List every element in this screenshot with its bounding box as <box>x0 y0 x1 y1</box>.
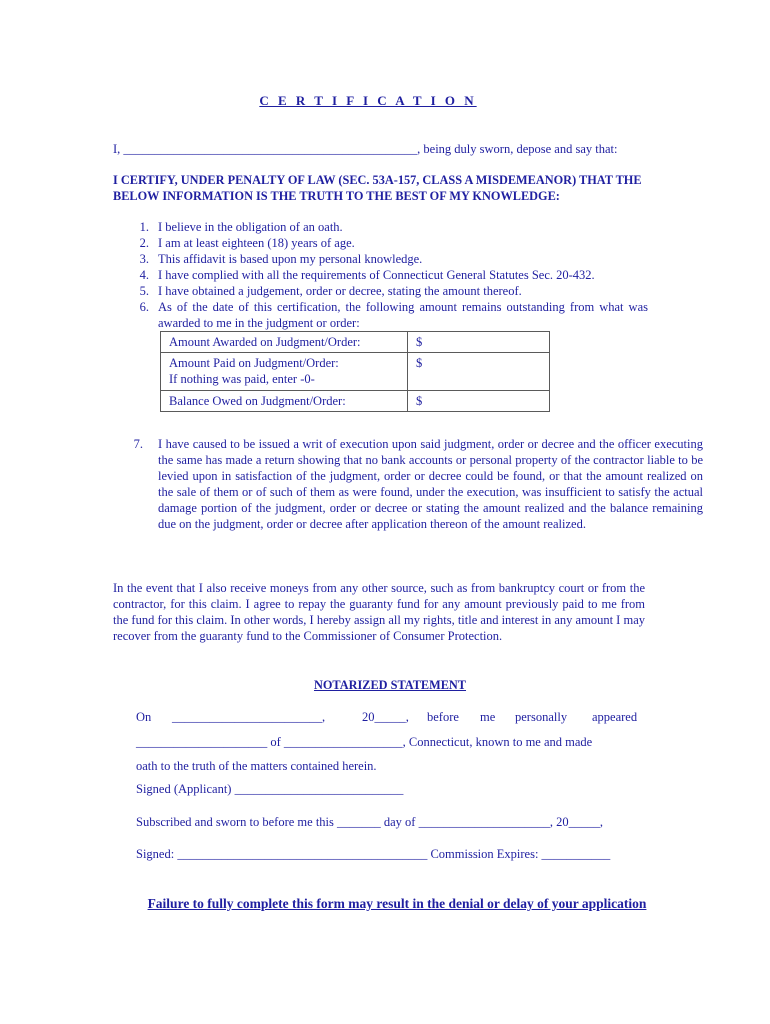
notary-before-word: before <box>427 710 459 724</box>
amount-paid-label <box>161 353 408 391</box>
list-item-number: 7. <box>133 437 143 451</box>
notary-on-label: On <box>136 710 152 724</box>
notarized-heading: NOTARIZED STATEMENT <box>313 678 467 692</box>
list-item-number: 3. <box>139 252 149 266</box>
notary-oath-line: oath to the truth of the matters contained herein. <box>136 759 377 773</box>
amount-table <box>160 331 550 412</box>
list-item-number: 6. <box>139 300 149 314</box>
completion-warning: Failure to fully complete this form may result in the denial or delay of your application <box>147 896 647 911</box>
balance-owed-label: Balance Owed on Judgment/Order: <box>161 391 408 412</box>
list-item-text: I believe in the obligation of an oath. <box>158 220 343 234</box>
list-item-text: I have complied with all the requirements of Connecticut General Statutes Sec. 20-432. <box>158 268 595 282</box>
certification-title: C E R T I F I C A T I O N <box>259 93 477 108</box>
amount-awarded-label: Amount Awarded on Judgment/Order: <box>161 332 408 353</box>
certify-statement: I CERTIFY, UNDER PENALTY OF LAW (SEC. 53A-157, CLASS A MISDEMEANOR) THAT THE BELOW INFORMATION IS THE TRUTH TO THE BEST OF MY KNOWLEDGE: <box>113 173 642 203</box>
table-row <box>161 391 550 412</box>
table-row <box>161 332 550 353</box>
notary-personally-word: personally <box>515 710 568 724</box>
table-row <box>161 353 550 391</box>
amount-awarded-field[interactable]: $ <box>408 332 550 353</box>
list-item-text: I have obtained a judgement, order or decree, stating the amount thereof. <box>158 284 522 298</box>
notary-appeared-word: appeared <box>592 710 638 724</box>
amount-paid-label-line1: Amount Paid on Judgment/Order: <box>169 356 339 370</box>
balance-owed-field[interactable]: $ <box>408 391 550 412</box>
list-item-text: I am at least eighteen (18) years of age. <box>158 236 355 250</box>
list-item-number: 4. <box>139 268 149 282</box>
notary-date-blank[interactable]: ________________________, <box>172 710 326 724</box>
amount-paid-field[interactable]: $ <box>408 353 550 391</box>
list-item-text: I have caused to be issued a writ of execution upon said judgment, order or decree and the officer executing the same has made a return showing that no bank accounts or personal property of the contractor liable to be levied upon in satisfaction of the judgment, order or decree could be found, or that the amount realized on the sale of them or of such of them as were found, under the execution, was insufficient to satisfy the actual damage portion of the judgment, order or decree or stating the amount realized and the balance remaining due on the judgment, order or decree after application thereon of the amount realized. <box>158 437 703 531</box>
signed-applicant-line[interactable]: Signed (Applicant) ___________________________ <box>136 782 404 796</box>
list-item-text: This affidavit is based upon my personal knowledge. <box>158 252 423 266</box>
affiant-intro-line: I, _______________________________________________, being duly sworn, depose and say that: <box>113 142 618 156</box>
notary-signed-line[interactable]: Signed: ________________________________________ Commission Expires: ___________ <box>136 847 611 861</box>
amount-paid-label-line2: If nothing was paid, enter -0- <box>169 372 315 386</box>
list-item-number: 5. <box>139 284 149 298</box>
list-item-text: As of the date of this certification, the following amount remains outstanding from what was awarded to me in the judgment or order: <box>158 300 648 330</box>
repayment-paragraph: In the event that I also receive moneys from any other source, such as from bankruptcy court or from the contractor, for this claim. I agree to repay the guaranty fund for any amount previously paid to me from the fund for this claim. In other words, I hereby assign all my rights, title and interest in any amount I may recover from the guaranty fund to the Commissioner of Consumer Protection. <box>113 581 645 643</box>
list-item-number: 1. <box>139 220 149 234</box>
notary-me-word: me <box>480 710 496 724</box>
notary-year-blank[interactable]: 20_____, <box>362 710 409 724</box>
notary-location-line[interactable]: _____________________ of ___________________, Connecticut, known to me and made <box>136 735 593 749</box>
list-item-number: 2. <box>139 236 149 250</box>
subscribed-sworn-line[interactable]: Subscribed and sworn to before me this _______ day of _____________________, 20_____, <box>136 815 603 829</box>
